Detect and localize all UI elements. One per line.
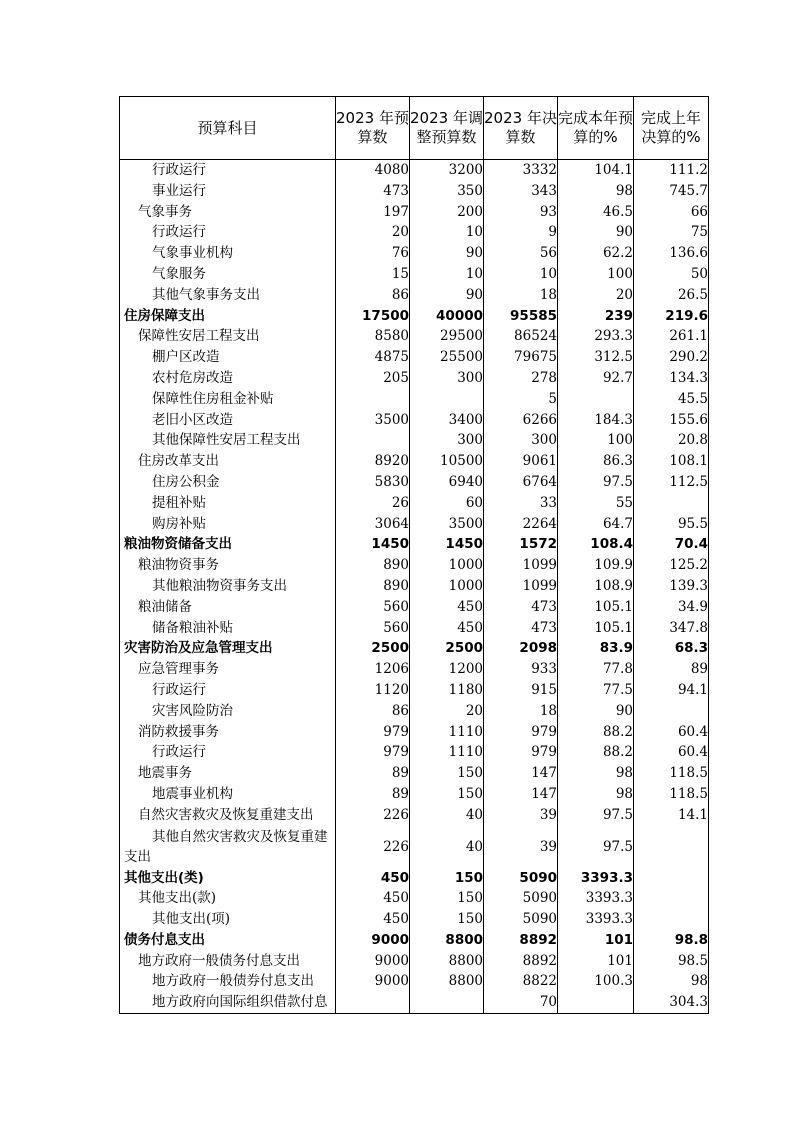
cell-name: 灾害风险防治 (120, 701, 336, 722)
cell-pct-budget: 98 (558, 784, 634, 805)
cell-final: 56 (484, 243, 558, 264)
cell-adjusted: 90 (410, 243, 484, 264)
cell-final: 2098 (484, 638, 558, 659)
cell-pct-last: 745.7 (634, 181, 709, 202)
cell-budget: 3500 (336, 410, 410, 431)
cell-pct-last: 50 (634, 264, 709, 285)
cell-adjusted: 1200 (410, 659, 484, 680)
table-row (120, 701, 709, 722)
cell-pct-budget: 3393.3 (558, 868, 634, 889)
cell-budget: 17500 (336, 306, 410, 327)
table-row (120, 368, 709, 389)
cell-adjusted: 1000 (410, 576, 484, 597)
table-row (120, 826, 709, 868)
cell-name: 其他保障性安居工程支出 (120, 430, 336, 451)
cell-pct-budget: 105.1 (558, 597, 634, 618)
cell-adjusted: 450 (410, 618, 484, 639)
cell-name: 行政运行 (120, 222, 336, 243)
cell-final: 300 (484, 430, 558, 451)
cell-name: 保障性住房租金补贴 (120, 389, 336, 410)
cell-final: 343 (484, 181, 558, 202)
header-pct-budget: 完成本年预算的% (558, 97, 634, 160)
cell-adjusted: 40 (410, 805, 484, 826)
cell-adjusted: 1450 (410, 534, 484, 555)
cell-adjusted: 150 (410, 784, 484, 805)
cell-budget: 197 (336, 202, 410, 223)
cell-adjusted: 8800 (410, 930, 484, 951)
cell-name: 储备粮油补贴 (120, 618, 336, 639)
cell-final: 1099 (484, 576, 558, 597)
cell-pct-last: 60.4 (634, 742, 709, 763)
cell-adjusted: 8800 (410, 971, 484, 992)
cell-pct-budget (558, 389, 634, 410)
cell-adjusted: 60 (410, 493, 484, 514)
cell-adjusted: 10 (410, 222, 484, 243)
cell-pct-last: 155.6 (634, 410, 709, 431)
table-row (120, 971, 709, 992)
cell-budget: 890 (336, 555, 410, 576)
cell-pct-last: 139.3 (634, 576, 709, 597)
cell-pct-last: 60.4 (634, 722, 709, 743)
cell-pct-last: 20.8 (634, 430, 709, 451)
table-row (120, 930, 709, 951)
table-row (120, 306, 709, 327)
cell-pct-last (634, 493, 709, 514)
table-row (120, 597, 709, 618)
cell-pct-budget: 86.3 (558, 451, 634, 472)
cell-budget: 15 (336, 264, 410, 285)
cell-budget: 9000 (336, 951, 410, 972)
cell-pct-last: 118.5 (634, 784, 709, 805)
table-row (120, 868, 709, 889)
cell-budget (336, 389, 410, 410)
cell-budget: 450 (336, 868, 410, 889)
cell-final: 473 (484, 597, 558, 618)
header-item: 预算科目 (120, 97, 336, 160)
table-row (120, 784, 709, 805)
cell-final: 2264 (484, 514, 558, 535)
cell-adjusted: 350 (410, 181, 484, 202)
cell-name: 行政运行 (120, 680, 336, 701)
cell-adjusted: 150 (410, 868, 484, 889)
cell-adjusted: 10 (410, 264, 484, 285)
cell-pct-last: 89 (634, 659, 709, 680)
cell-final: 93 (484, 202, 558, 223)
cell-budget: 4080 (336, 160, 410, 181)
header-row (120, 97, 709, 160)
cell-pct-budget: 90 (558, 701, 634, 722)
cell-pct-last: 14.1 (634, 805, 709, 826)
cell-name: 粮油物资事务 (120, 555, 336, 576)
table-row (120, 160, 709, 181)
table-row (120, 389, 709, 410)
cell-pct-budget: 98 (558, 763, 634, 784)
cell-adjusted: 3500 (410, 514, 484, 535)
cell-pct-last: 219.6 (634, 306, 709, 327)
cell-adjusted: 1110 (410, 742, 484, 763)
cell-pct-last (634, 888, 709, 909)
table-row (120, 493, 709, 514)
cell-adjusted: 6940 (410, 472, 484, 493)
cell-name: 地震事务 (120, 763, 336, 784)
cell-pct-budget: 312.5 (558, 347, 634, 368)
cell-final: 18 (484, 285, 558, 306)
cell-budget: 979 (336, 742, 410, 763)
cell-pct-last (634, 868, 709, 889)
table-row (120, 181, 709, 202)
table-row (120, 202, 709, 223)
header-pct-last: 完成上年决算的% (634, 97, 709, 160)
cell-final: 1099 (484, 555, 558, 576)
cell-adjusted: 450 (410, 597, 484, 618)
cell-budget: 2500 (336, 638, 410, 659)
table-row (120, 763, 709, 784)
cell-adjusted: 150 (410, 763, 484, 784)
table-row (120, 722, 709, 743)
cell-name: 地方政府一般债务付息支出 (120, 951, 336, 972)
header-budget: 2023 年预算数 (336, 97, 410, 160)
table-row (120, 805, 709, 826)
cell-adjusted (410, 389, 484, 410)
cell-pct-budget: 3393.3 (558, 888, 634, 909)
table-row (120, 576, 709, 597)
cell-pct-last: 98.8 (634, 930, 709, 951)
cell-budget: 86 (336, 285, 410, 306)
table-row (120, 451, 709, 472)
cell-pct-budget: 109.9 (558, 555, 634, 576)
cell-adjusted: 1000 (410, 555, 484, 576)
cell-budget: 1450 (336, 534, 410, 555)
cell-final: 9061 (484, 451, 558, 472)
cell-pct-last: 98.5 (634, 951, 709, 972)
cell-name: 其他支出(项) (120, 909, 336, 930)
cell-pct-last: 118.5 (634, 763, 709, 784)
cell-pct-last (634, 826, 709, 868)
cell-name: 住房保障支出 (120, 306, 336, 327)
cell-budget: 473 (336, 181, 410, 202)
cell-final: 79675 (484, 347, 558, 368)
cell-pct-last: 261.1 (634, 326, 709, 347)
table-row (120, 680, 709, 701)
cell-final: 39 (484, 826, 558, 868)
cell-pct-budget: 92.7 (558, 368, 634, 389)
cell-name: 消防救援事务 (120, 722, 336, 743)
table-row (120, 951, 709, 972)
cell-pct-last: 94.1 (634, 680, 709, 701)
cell-final: 95585 (484, 306, 558, 327)
cell-name: 其他支出(款) (120, 888, 336, 909)
cell-adjusted: 2500 (410, 638, 484, 659)
cell-final: 18 (484, 701, 558, 722)
cell-pct-budget: 46.5 (558, 202, 634, 223)
cell-name: 行政运行 (120, 742, 336, 763)
cell-pct-last: 95.5 (634, 514, 709, 535)
cell-name: 住房公积金 (120, 472, 336, 493)
cell-pct-last: 111.2 (634, 160, 709, 181)
cell-pct-budget: 108.4 (558, 534, 634, 555)
cell-name: 债务付息支出 (120, 930, 336, 951)
cell-final: 473 (484, 618, 558, 639)
cell-name: 购房补贴 (120, 514, 336, 535)
cell-name: 气象事业机构 (120, 243, 336, 264)
cell-pct-last (634, 909, 709, 930)
cell-pct-last: 98 (634, 971, 709, 992)
cell-final: 33 (484, 493, 558, 514)
cell-pct-budget: 90 (558, 222, 634, 243)
table-row (120, 410, 709, 431)
cell-budget: 3064 (336, 514, 410, 535)
cell-name: 粮油物资储备支出 (120, 534, 336, 555)
cell-final: 933 (484, 659, 558, 680)
cell-adjusted: 40000 (410, 306, 484, 327)
cell-budget: 1206 (336, 659, 410, 680)
cell-budget: 226 (336, 826, 410, 868)
table-row (120, 618, 709, 639)
cell-final: 5 (484, 389, 558, 410)
cell-budget: 205 (336, 368, 410, 389)
cell-name: 应急管理事务 (120, 659, 336, 680)
cell-budget: 979 (336, 722, 410, 743)
cell-final: 5090 (484, 909, 558, 930)
cell-final: 39 (484, 805, 558, 826)
cell-pct-last: 347.8 (634, 618, 709, 639)
table-row (120, 472, 709, 493)
cell-adjusted: 90 (410, 285, 484, 306)
cell-budget: 5830 (336, 472, 410, 493)
cell-pct-last: 75 (634, 222, 709, 243)
cell-pct-budget: 83.9 (558, 638, 634, 659)
cell-adjusted: 40 (410, 826, 484, 868)
cell-pct-budget: 20 (558, 285, 634, 306)
cell-adjusted (410, 992, 484, 1013)
cell-final: 10 (484, 264, 558, 285)
cell-name: 棚户区改造 (120, 347, 336, 368)
cell-budget: 89 (336, 763, 410, 784)
cell-name: 住房改革支出 (120, 451, 336, 472)
cell-pct-budget: 105.1 (558, 618, 634, 639)
cell-pct-budget: 101 (558, 930, 634, 951)
cell-budget: 26 (336, 493, 410, 514)
cell-pct-budget: 239 (558, 306, 634, 327)
cell-final: 86524 (484, 326, 558, 347)
cell-name: 农村危房改造 (120, 368, 336, 389)
cell-pct-budget: 77.5 (558, 680, 634, 701)
cell-pct-last: 34.9 (634, 597, 709, 618)
cell-final: 3332 (484, 160, 558, 181)
cell-pct-budget: 77.8 (558, 659, 634, 680)
cell-pct-last: 26.5 (634, 285, 709, 306)
cell-name: 行政运行 (120, 160, 336, 181)
cell-budget: 450 (336, 888, 410, 909)
cell-name: 气象事务 (120, 202, 336, 223)
cell-pct-last: 68.3 (634, 638, 709, 659)
cell-final: 6266 (484, 410, 558, 431)
cell-name: 事业运行 (120, 181, 336, 202)
cell-adjusted: 300 (410, 430, 484, 451)
cell-pct-budget: 293.3 (558, 326, 634, 347)
cell-final: 70 (484, 992, 558, 1013)
cell-name: 其他自然灾害救灾及恢复重建支出 (120, 826, 336, 868)
cell-final: 1572 (484, 534, 558, 555)
cell-final: 278 (484, 368, 558, 389)
cell-final: 5090 (484, 868, 558, 889)
cell-name: 其他气象事务支出 (120, 285, 336, 306)
cell-adjusted: 300 (410, 368, 484, 389)
cell-budget: 8580 (336, 326, 410, 347)
cell-name: 气象服务 (120, 264, 336, 285)
cell-final: 8822 (484, 971, 558, 992)
cell-pct-last: 290.2 (634, 347, 709, 368)
header-final: 2023 年决算数 (484, 97, 558, 160)
cell-budget: 76 (336, 243, 410, 264)
cell-adjusted: 1110 (410, 722, 484, 743)
table-row (120, 742, 709, 763)
table-row (120, 243, 709, 264)
cell-final: 5090 (484, 888, 558, 909)
cell-name: 提租补贴 (120, 493, 336, 514)
cell-adjusted: 150 (410, 909, 484, 930)
cell-pct-budget: 97.5 (558, 805, 634, 826)
cell-budget: 560 (336, 618, 410, 639)
cell-budget: 86 (336, 701, 410, 722)
table-row (120, 514, 709, 535)
cell-pct-last: 45.5 (634, 389, 709, 410)
table-row (120, 430, 709, 451)
cell-pct-last: 136.6 (634, 243, 709, 264)
table-row (120, 347, 709, 368)
cell-budget: 890 (336, 576, 410, 597)
cell-final: 8892 (484, 951, 558, 972)
cell-adjusted: 3400 (410, 410, 484, 431)
cell-pct-budget: 98 (558, 181, 634, 202)
table-row (120, 909, 709, 930)
cell-final: 9 (484, 222, 558, 243)
cell-pct-budget (558, 992, 634, 1013)
cell-adjusted: 29500 (410, 326, 484, 347)
cell-name: 其他粮油物资事务支出 (120, 576, 336, 597)
cell-pct-budget: 101 (558, 951, 634, 972)
cell-pct-last: 66 (634, 202, 709, 223)
cell-pct-last (634, 701, 709, 722)
cell-adjusted: 200 (410, 202, 484, 223)
cell-pct-budget: 64.7 (558, 514, 634, 535)
cell-final: 6764 (484, 472, 558, 493)
cell-pct-budget: 97.5 (558, 472, 634, 493)
cell-final: 8892 (484, 930, 558, 951)
table-row (120, 992, 709, 1013)
cell-pct-last: 125.2 (634, 555, 709, 576)
cell-adjusted: 25500 (410, 347, 484, 368)
table-row (120, 264, 709, 285)
cell-pct-budget: 97.5 (558, 826, 634, 868)
cell-pct-budget: 100 (558, 430, 634, 451)
cell-pct-budget: 55 (558, 493, 634, 514)
cell-name: 老旧小区改造 (120, 410, 336, 431)
cell-name: 灾害防治及应急管理支出 (120, 638, 336, 659)
table-row (120, 638, 709, 659)
cell-budget: 9000 (336, 930, 410, 951)
cell-budget: 8920 (336, 451, 410, 472)
cell-pct-budget: 62.2 (558, 243, 634, 264)
table-row (120, 659, 709, 680)
cell-pct-budget: 88.2 (558, 722, 634, 743)
cell-name: 地方政府向国际组织借款付息 (120, 992, 336, 1013)
table-row (120, 326, 709, 347)
table-row (120, 888, 709, 909)
header-adjusted: 2023 年调整预算数 (410, 97, 484, 160)
cell-name: 自然灾害救灾及恢复重建支出 (120, 805, 336, 826)
cell-name: 保障性安居工程支出 (120, 326, 336, 347)
cell-pct-budget: 88.2 (558, 742, 634, 763)
cell-pct-last: 134.3 (634, 368, 709, 389)
cell-name: 粮油储备 (120, 597, 336, 618)
cell-adjusted: 150 (410, 888, 484, 909)
table-row (120, 222, 709, 243)
cell-budget: 89 (336, 784, 410, 805)
cell-budget (336, 992, 410, 1013)
cell-adjusted: 10500 (410, 451, 484, 472)
table-row (120, 285, 709, 306)
cell-adjusted: 1180 (410, 680, 484, 701)
cell-budget: 9000 (336, 971, 410, 992)
cell-adjusted: 20 (410, 701, 484, 722)
cell-pct-budget: 104.1 (558, 160, 634, 181)
cell-pct-last: 304.3 (634, 992, 709, 1013)
cell-adjusted: 3200 (410, 160, 484, 181)
cell-final: 915 (484, 680, 558, 701)
cell-pct-last: 112.5 (634, 472, 709, 493)
cell-pct-last: 108.1 (634, 451, 709, 472)
cell-name: 地震事业机构 (120, 784, 336, 805)
table-row (120, 534, 709, 555)
budget-table (119, 96, 709, 1014)
cell-budget: 4875 (336, 347, 410, 368)
cell-final: 147 (484, 784, 558, 805)
table-row (120, 555, 709, 576)
cell-pct-budget: 3393.3 (558, 909, 634, 930)
cell-pct-budget: 100 (558, 264, 634, 285)
cell-name: 其他支出(类) (120, 868, 336, 889)
cell-budget: 560 (336, 597, 410, 618)
cell-budget (336, 430, 410, 451)
cell-pct-budget: 100.3 (558, 971, 634, 992)
cell-adjusted: 8800 (410, 951, 484, 972)
cell-pct-budget: 184.3 (558, 410, 634, 431)
cell-budget: 450 (336, 909, 410, 930)
cell-budget: 226 (336, 805, 410, 826)
cell-pct-last: 70.4 (634, 534, 709, 555)
cell-final: 979 (484, 722, 558, 743)
cell-name: 地方政府一般债券付息支出 (120, 971, 336, 992)
cell-budget: 20 (336, 222, 410, 243)
cell-final: 147 (484, 763, 558, 784)
cell-budget: 1120 (336, 680, 410, 701)
cell-final: 979 (484, 742, 558, 763)
cell-pct-budget: 108.9 (558, 576, 634, 597)
